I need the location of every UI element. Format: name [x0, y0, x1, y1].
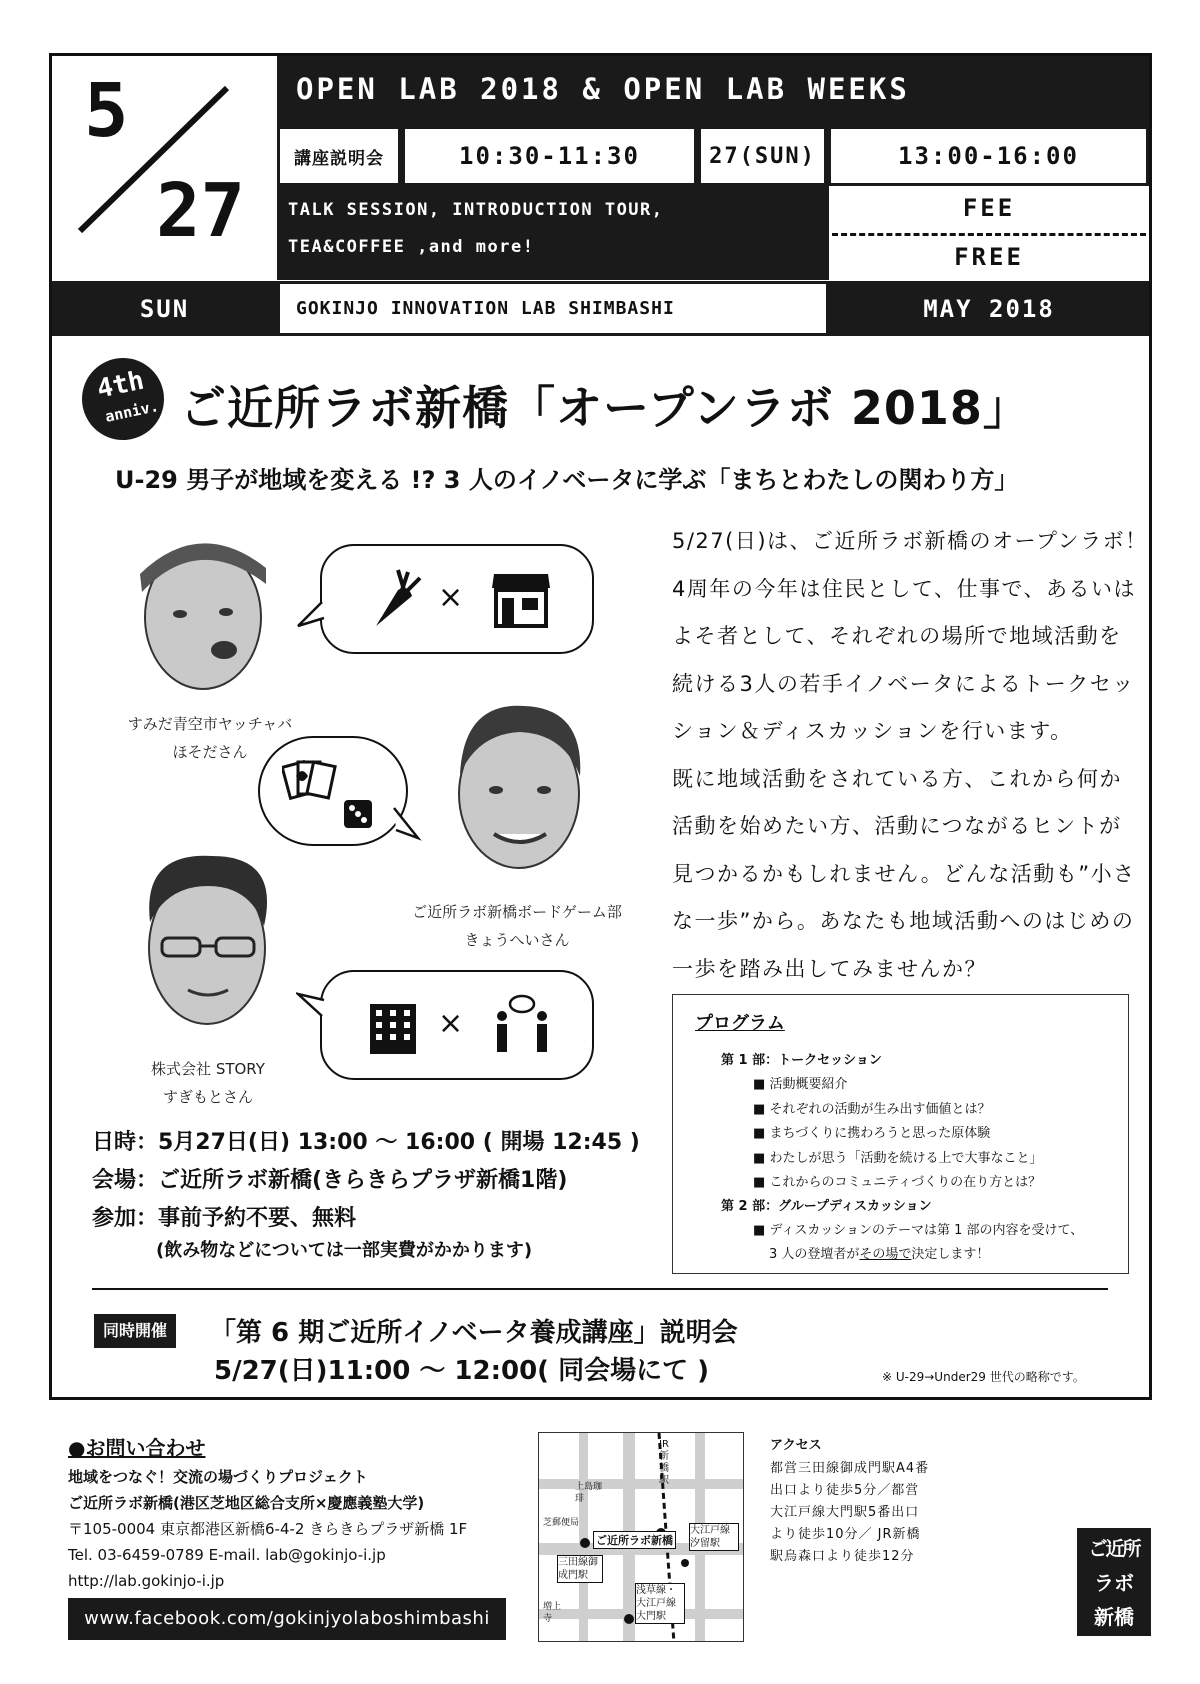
bubble-1-tail [296, 600, 326, 630]
day-label: SUN [139, 294, 190, 323]
program-item-5: ■ これからのコミュニティづくりの在り方とは？ [753, 1175, 1042, 1190]
access-line-3: 大江戸線大門駅5番出口 [770, 1505, 920, 1520]
speaker-2-org: ご近所ラボ新橋ボードゲーム部 [412, 903, 622, 921]
description-line-8: 見つかるかもしれません。どんな活動も”小さ [672, 861, 1136, 886]
description [672, 518, 1152, 993]
program-part1-list [753, 1073, 1042, 1196]
detail-venue: 会場：ご近所ラボ新橋(きらきらプラザ新橋1階) [92, 1168, 568, 1193]
carrot-icon [368, 568, 422, 630]
badge-line2: anniv. [103, 396, 161, 426]
logo-row-1: ご近所 [1088, 1538, 1140, 1560]
footnote: ※ U-29→Under29 世代の略称です。 [882, 1370, 1085, 1384]
shop-icon [490, 570, 552, 628]
access-line-4: より徒歩10分／ JR新橋 [770, 1527, 921, 1542]
date-month: 5 [84, 68, 129, 154]
access-line-5: 駅烏森口より徒歩12分 [770, 1549, 915, 1564]
speaker-3-caption [108, 1055, 308, 1111]
fee-value: FREE [954, 243, 1024, 271]
logo-row-2: ラボ [1094, 1571, 1134, 1595]
map-asakusa-daimon: 浅草線・大江戸線大門駅 [635, 1583, 685, 1624]
gokinjo-labo-logo [1077, 1528, 1151, 1636]
highlights-line2: TEA&COFFEE ,and more! [288, 237, 535, 257]
section-divider [92, 1288, 1108, 1290]
access-title: アクセス [770, 1438, 822, 1453]
map-zojoji: 増上寺 [543, 1602, 562, 1624]
concurrent-badge: 同時開催 [94, 1314, 176, 1348]
program-item-3: ■ まちづくりに携わろうと思った原体験 [753, 1126, 991, 1141]
contact-project: 地域をつなぐ！交流の場づくりプロジェクト [68, 1468, 368, 1486]
map-mita: 三田線御成門駅 [557, 1555, 603, 1583]
speaker-2-name: きょうへいさん [464, 931, 570, 949]
speaker-2-caption [392, 898, 642, 954]
subtitle: U-29 男子が地域を変える !? 3 人のイノベータに学ぶ「まちとわたしの関わり方」 [115, 466, 1019, 494]
program-part2-item: ■ ディスカッションのテーマは第 1 部の内容を受けて、 3 人の登壇者がその場で決定します！ [753, 1223, 1084, 1262]
description-line-10: 一歩を踏み出してみませんか？ [672, 956, 987, 981]
program-item-2: ■ それぞれの活動が生み出す価値とは？ [753, 1101, 991, 1117]
date-day: 27 [156, 168, 246, 254]
briefing-time: 10:30-11:30 [405, 129, 694, 183]
detail-note: (飲み物などについては一部実費がかかります) [156, 1240, 533, 1261]
main-title: ご近所ラボ新橋「オープンラボ 2018」 [180, 381, 1030, 435]
bubble-3-tail [296, 990, 326, 1020]
speaker-3-org: 株式会社 STORY [151, 1060, 265, 1078]
contact-org: ご近所ラボ新橋(港区芝地区総合支所×慶應義塾大学) [68, 1494, 425, 1512]
description-line-6: 既に地域活動をされている方、これから何か [672, 766, 1122, 791]
contact-block [68, 1464, 467, 1594]
event-title: OPEN LAB 2018 & OPEN LAB WEEKS [296, 72, 910, 106]
badge-line1: 4th [94, 365, 147, 405]
map-post-office: 芝郵便局 [543, 1518, 580, 1528]
speaker-1-org: すみだ青空市ヤッチャバ [127, 715, 293, 733]
concurrent-line2: 5/27(日)11:00 ～ 12:00( 同会場にて ) [214, 1356, 710, 1386]
bubble-2-tail [392, 806, 422, 842]
building-icon [364, 998, 422, 1056]
speaker-3-name: すぎもとさん [162, 1088, 253, 1106]
detail-datetime: 日時：5月27日(日) 13:00 ～ 16:00 ( 開場 12:45 ) [92, 1130, 640, 1155]
dice-icon [340, 796, 376, 832]
cards-icon [282, 756, 342, 810]
program-box [672, 994, 1129, 1274]
logo-row-3: 新橋 [1094, 1605, 1134, 1629]
program-part2-title: 第 2 部：グループディスカッション [721, 1199, 932, 1214]
cross-symbol-3: × [438, 1006, 464, 1041]
fee-label: FEE [962, 194, 1016, 222]
program-part1-title: 第 1 部：トークセッション [721, 1053, 882, 1068]
event-time: 13:00-16:00 [831, 129, 1146, 183]
program-title: プログラム [695, 1013, 785, 1034]
cross-symbol-1: × [438, 580, 464, 615]
speaker-3-photo [132, 842, 282, 1032]
venue-en: GOKINJO INNOVATION LAB SHIMBASHI [296, 298, 675, 319]
access-line-2: 出口より徒歩5分／都営 [770, 1483, 920, 1498]
speaker-1-photo [128, 522, 278, 697]
people-talking-icon [490, 994, 554, 1056]
description-line-7: 活動を始めたい方、活動につながるヒントが [672, 814, 1122, 838]
briefing-label: 講座説明会 [280, 129, 398, 183]
contact-url[interactable]: http://lab.gokinjo-i.jp [68, 1572, 225, 1590]
description-line-4: 続ける3人の若手イノベータによるトークセッ [672, 671, 1135, 696]
description-line-2: 4周年の今年は住民として、仕事で、あるいは [672, 576, 1137, 601]
speaker-1-name: ほそださん [172, 743, 248, 761]
event-details [92, 1124, 640, 1238]
map-lab: ご近所ラボ新橋 [593, 1531, 676, 1549]
contact-address: 〒105-0004 東京都港区新橋6-4-2 きらきらプラザ新橋 1F [68, 1520, 468, 1538]
event-day: 27(SUN) [701, 129, 824, 183]
program-item-4: ■ わたしが思う「活動を続ける上で大事なこと」 [753, 1150, 1043, 1166]
map-jr-station: JR新橋駅 [659, 1439, 669, 1486]
access-map [538, 1432, 744, 1642]
highlights-line1: TALK SESSION, INTRODUCTION TOUR, [288, 200, 664, 220]
contact-heading: ●お問い合わせ [68, 1436, 206, 1460]
program-item-1: ■ 活動概要紹介 [753, 1077, 848, 1092]
facebook-link[interactable]: www.facebook.com/gokinjyolaboshimbashi [68, 1598, 506, 1640]
description-line-9: な一歩”から。あなたも地域活動へのはじめの [672, 909, 1135, 933]
access-line-1: 都営三田線御成門駅A4番 [770, 1461, 930, 1476]
concurrent-line1: 「第 6 期ご近所イノベータ養成講座」説明会 [210, 1318, 738, 1348]
map-cafe: 上島珈琲 [575, 1482, 603, 1504]
fee-divider [832, 233, 1146, 236]
speaker-2-photo [444, 694, 594, 876]
detail-participation: 参加：事前予約不要、無料 [92, 1206, 357, 1231]
date-box [52, 56, 277, 281]
month-year: MAY 2018 [923, 294, 1055, 323]
map-oedo-shiodome: 大江戸線汐留駅 [689, 1523, 739, 1551]
contact-tel-email[interactable]: Tel. 03-6459-0789 E-mail. lab@gokinjo-i.jp [68, 1546, 386, 1564]
description-line-5: ション＆ディスカッションを行います。 [672, 719, 1073, 743]
description-line-3: よそ者として、それぞれの場所で地域活動を [672, 624, 1122, 648]
description-line-1: 5/27(日)は、ご近所ラボ新橋のオープンラボ！ [672, 529, 1148, 553]
access-text [770, 1458, 929, 1568]
